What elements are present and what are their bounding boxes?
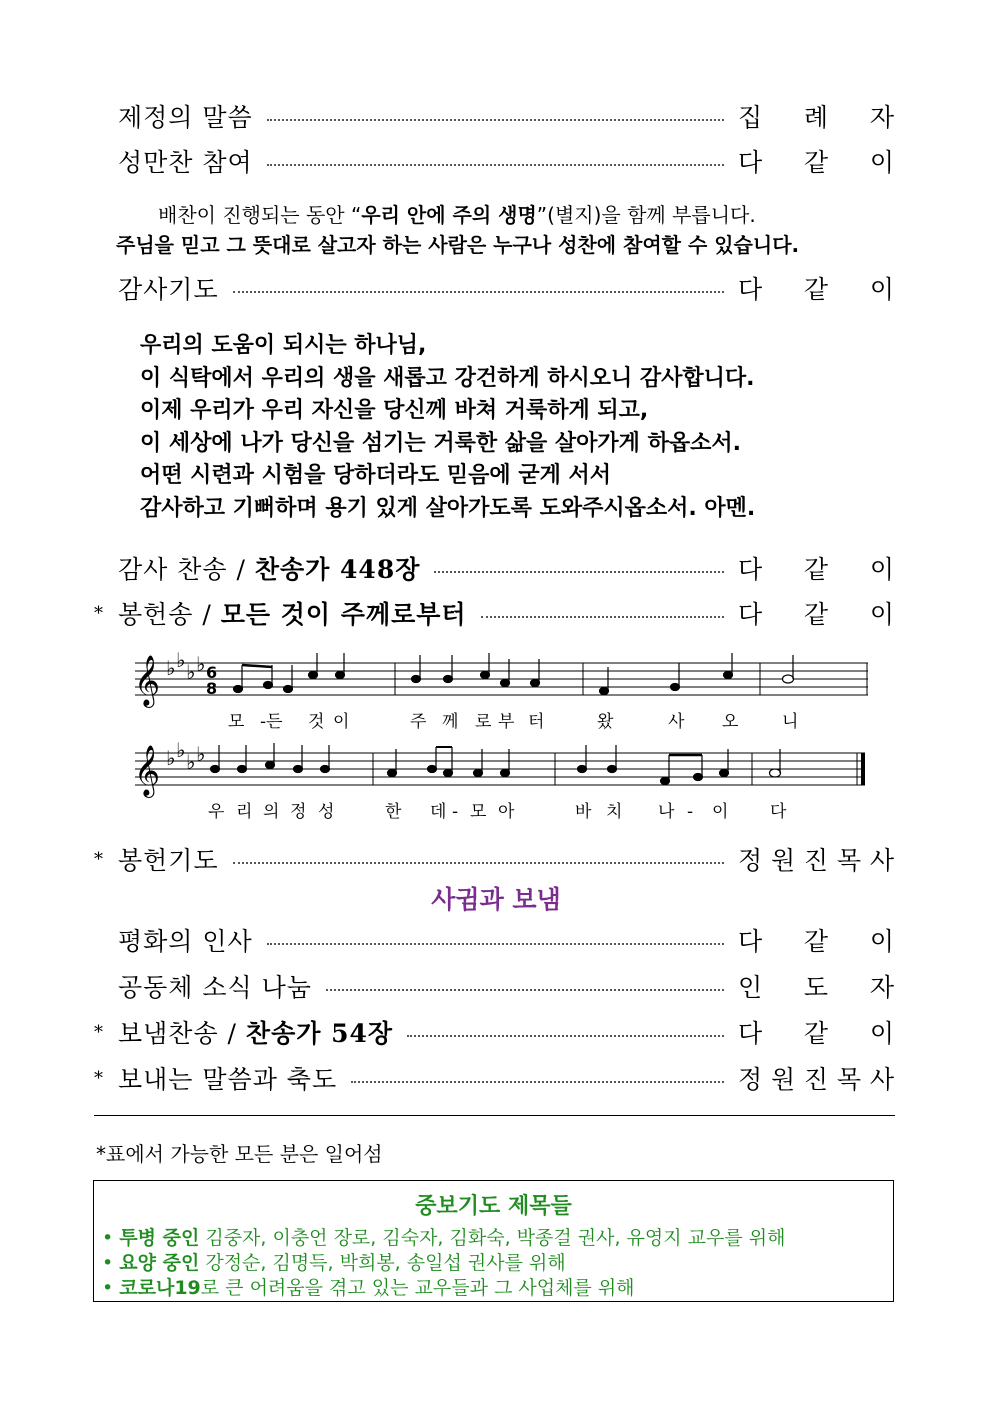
order-row-offering-song	[94, 595, 894, 631]
note-text: ”(별지)을 함께 부릅니다.	[536, 203, 756, 227]
dot-leader	[434, 571, 724, 573]
lyric-syllable: 모	[228, 712, 245, 732]
label-bold: 찬송가 54장	[245, 1019, 394, 1048]
lyric-syllable: 나	[658, 802, 675, 822]
order-row-offering-prayer	[94, 841, 894, 877]
time-signature-top: 6	[206, 663, 218, 682]
order-row-sending-hymn	[94, 1014, 894, 1050]
lyric-syllable: 것	[308, 712, 325, 732]
flat-icon: ♭	[186, 750, 196, 774]
music-score-line1	[130, 645, 875, 735]
order-officiant	[738, 550, 894, 586]
lyric-syllable: 데	[430, 802, 447, 822]
flat-icon: ♭	[196, 652, 206, 676]
officiant-char: 이	[869, 275, 894, 304]
bullet-icon: •	[102, 1277, 114, 1299]
officiant-char: 다	[738, 927, 763, 956]
intercession-item	[94, 1251, 893, 1276]
officiant-char: 이	[869, 927, 894, 956]
label-plain: 봉헌송 /	[118, 600, 221, 629]
label-plain: 감사 찬송 /	[118, 555, 255, 584]
officiant-char: 다	[738, 555, 763, 584]
order-officiant	[738, 1014, 894, 1050]
star-marker: *	[94, 1067, 103, 1089]
officiant-char: 자	[869, 103, 894, 132]
music-score-line2	[130, 735, 875, 825]
lyric-syllable: 아	[498, 802, 515, 822]
prayer-line: 우리의 도움이 되시는 하나님,	[140, 333, 427, 358]
section-title: 사귐과 보냄	[431, 885, 561, 914]
treble-clef-icon: 𝄞	[134, 655, 161, 706]
standing-footnote: *표에서 가능한 모든 분은 일어섬	[96, 1142, 383, 1166]
item-text: 김중자, 이충언 장로, 김숙자, 김화숙, 박종걸 권사, 유영지 교우를 위해	[199, 1227, 786, 1249]
order-label: 공동체 소식 나눔	[118, 973, 312, 1002]
intercession-item	[94, 1226, 893, 1251]
officiant-char: 정	[738, 1065, 763, 1094]
lyric-syllable: 한	[385, 802, 402, 822]
label-bold: 모든 것이 주께로부터	[220, 600, 467, 629]
officiant-char: 이	[869, 1019, 894, 1048]
dot-leader	[351, 1081, 724, 1083]
prayer-line: 이제 우리가 우리 자신을 당신께 바쳐 거룩하게 되고,	[140, 398, 649, 423]
lyric-syllable: -	[687, 802, 694, 822]
star-marker: *	[94, 1021, 103, 1043]
officiant-char: 집	[738, 103, 763, 132]
order-label: 보내는 말씀과 축도	[118, 1065, 338, 1094]
communion-note-line2: 주님을 믿고 그 뜻대로 살고자 하는 사람은 누구나 성찬에 참여할 수 있습니다.	[116, 233, 800, 257]
lyric-syllable: 께	[442, 712, 459, 732]
item-text: 로 큰 어려움을 겪고 있는 교우들과 그 사업체를 위해	[200, 1277, 635, 1299]
flat-icon: ♭	[186, 660, 196, 684]
order-row-thanks-prayer	[94, 270, 894, 306]
order-officiant	[738, 968, 894, 1004]
lyric-syllable: 다	[770, 802, 787, 822]
star-marker: *	[94, 848, 103, 870]
officiant-char: 다	[738, 1019, 763, 1048]
intercession-item	[94, 1276, 893, 1301]
item-bold: 코로나19	[119, 1277, 201, 1299]
officiant-char: 자	[869, 973, 894, 1002]
dot-leader	[267, 119, 724, 121]
officiant-char: 같	[803, 600, 829, 629]
order-row-peace-greeting	[94, 922, 894, 958]
officiant-char: 목	[836, 1065, 862, 1094]
order-label: 평화의 인사	[118, 927, 253, 956]
officiant-char: 사	[869, 1065, 894, 1094]
order-label	[118, 1014, 393, 1050]
order-label: 성만찬 참여	[118, 148, 253, 177]
prayer-line: 이 식탁에서 우리의 생을 새롭고 강건하게 하시오니 감사합니다.	[140, 365, 755, 391]
officiant-char: 이	[869, 600, 894, 629]
intercession-box	[93, 1180, 894, 1302]
officiant-char: 이	[869, 555, 894, 584]
thanks-prayer-text	[140, 330, 755, 525]
flat-icon: ♭	[196, 742, 206, 766]
item-text: 강정순, 김명득, 박희봉, 송일섭 권사를 위해	[199, 1252, 566, 1274]
order-officiant	[738, 841, 894, 877]
bullet-icon: •	[102, 1227, 114, 1249]
dot-leader	[481, 616, 724, 618]
lyric-syllable: 우	[208, 802, 225, 822]
order-label	[118, 595, 467, 631]
lyric-syllable: 왔	[597, 712, 614, 732]
lyric-syllable: 바	[575, 802, 592, 822]
label-plain: 보냄찬송 /	[118, 1019, 246, 1048]
officiant-char: 같	[803, 927, 829, 956]
flat-icon: ♭	[176, 738, 186, 762]
lyric-syllable: 니	[782, 712, 799, 732]
lyric-syllable: 의	[263, 802, 280, 822]
officiant-char: 같	[803, 1019, 829, 1048]
dot-leader	[267, 943, 724, 945]
order-row-thanks-hymn	[94, 550, 894, 586]
lyric-syllable: 모	[470, 802, 487, 822]
lyric-syllable: 로	[475, 712, 492, 732]
note-song-title: 우리 안에 주의 생명	[361, 203, 537, 227]
prayer-line: 이 세상에 나가 당신을 섬기는 거룩한 삶을 살아가게 하옵소서.	[140, 430, 741, 456]
communion-note-line1	[158, 199, 756, 228]
lyric-syllable: 사	[668, 712, 685, 732]
prayer-line: 감사하고 기뻐하며 용기 있게 살아가도록 도와주시옵소서. 아멘.	[140, 495, 756, 521]
officiant-char: 사	[869, 846, 894, 875]
order-label: 감사기도	[118, 275, 219, 304]
dot-leader	[233, 291, 724, 293]
lyric-syllable: 부	[498, 712, 515, 732]
order-officiant	[738, 143, 894, 179]
officiant-char: 도	[803, 973, 829, 1002]
lyric-syllable: 리	[236, 802, 253, 822]
lyric-syllable: -든	[260, 712, 283, 732]
dot-leader	[326, 989, 724, 991]
officiant-char: 정	[738, 846, 763, 875]
order-officiant	[738, 1060, 894, 1096]
order-label: 봉헌기도	[118, 846, 219, 875]
item-bold: 투병 중인	[119, 1227, 200, 1249]
time-signature-bottom: 8	[206, 679, 218, 698]
dot-leader	[233, 862, 724, 864]
bullet-icon: •	[102, 1252, 114, 1274]
flat-icon: ♭	[176, 648, 186, 672]
treble-clef-icon: 𝄞	[134, 745, 161, 796]
dot-leader	[267, 164, 724, 166]
officiant-char: 다	[738, 600, 763, 629]
flat-icon: ♭	[166, 656, 176, 680]
order-officiant	[738, 595, 894, 631]
officiant-char: 다	[738, 148, 763, 177]
order-officiant	[738, 98, 894, 134]
officiant-char: 같	[803, 555, 829, 584]
officiant-char: 같	[803, 148, 829, 177]
order-officiant	[738, 270, 894, 306]
order-row-institution	[94, 98, 894, 134]
prayer-line: 어떤 시련과 시험을 당하더라도 믿음에 굳게 서서	[140, 463, 611, 488]
flat-icon: ♭	[166, 746, 176, 770]
lyric-syllable: 성	[318, 802, 335, 822]
order-label: 제정의 말씀	[118, 103, 253, 132]
officiant-char: 진	[803, 1065, 829, 1094]
lyric-syllable: -	[452, 802, 459, 822]
star-marker: *	[94, 602, 103, 624]
lyric-syllable: 이	[712, 802, 729, 822]
order-row-benediction	[94, 1060, 894, 1096]
officiant-char: 례	[803, 103, 829, 132]
officiant-char: 인	[738, 973, 763, 1002]
lyric-syllable: 정	[290, 802, 307, 822]
intercession-title: 중보기도 제목들	[415, 1194, 572, 1219]
order-row-communion	[94, 143, 894, 179]
order-officiant	[738, 922, 894, 958]
lyric-syllable: 이	[333, 712, 350, 732]
officiant-char: 진	[803, 846, 829, 875]
lyric-syllable: 치	[606, 802, 623, 822]
order-row-community-news	[94, 968, 894, 1004]
officiant-char: 다	[738, 275, 763, 304]
divider	[94, 1115, 895, 1116]
note-text: 배찬이 진행되는 동안 “	[158, 203, 362, 227]
officiant-char: 원	[770, 846, 796, 875]
lyric-syllable: 오	[722, 712, 739, 732]
lyric-syllable: 터	[528, 712, 545, 732]
lyric-syllable: 주	[410, 712, 427, 732]
officiant-char: 원	[770, 1065, 796, 1094]
officiant-char: 목	[836, 846, 862, 875]
label-bold: 찬송가 448장	[254, 555, 421, 584]
dot-leader	[407, 1035, 724, 1037]
officiant-char: 같	[803, 275, 829, 304]
item-bold: 요양 중인	[119, 1252, 200, 1274]
officiant-char: 이	[869, 148, 894, 177]
order-label	[118, 550, 420, 586]
